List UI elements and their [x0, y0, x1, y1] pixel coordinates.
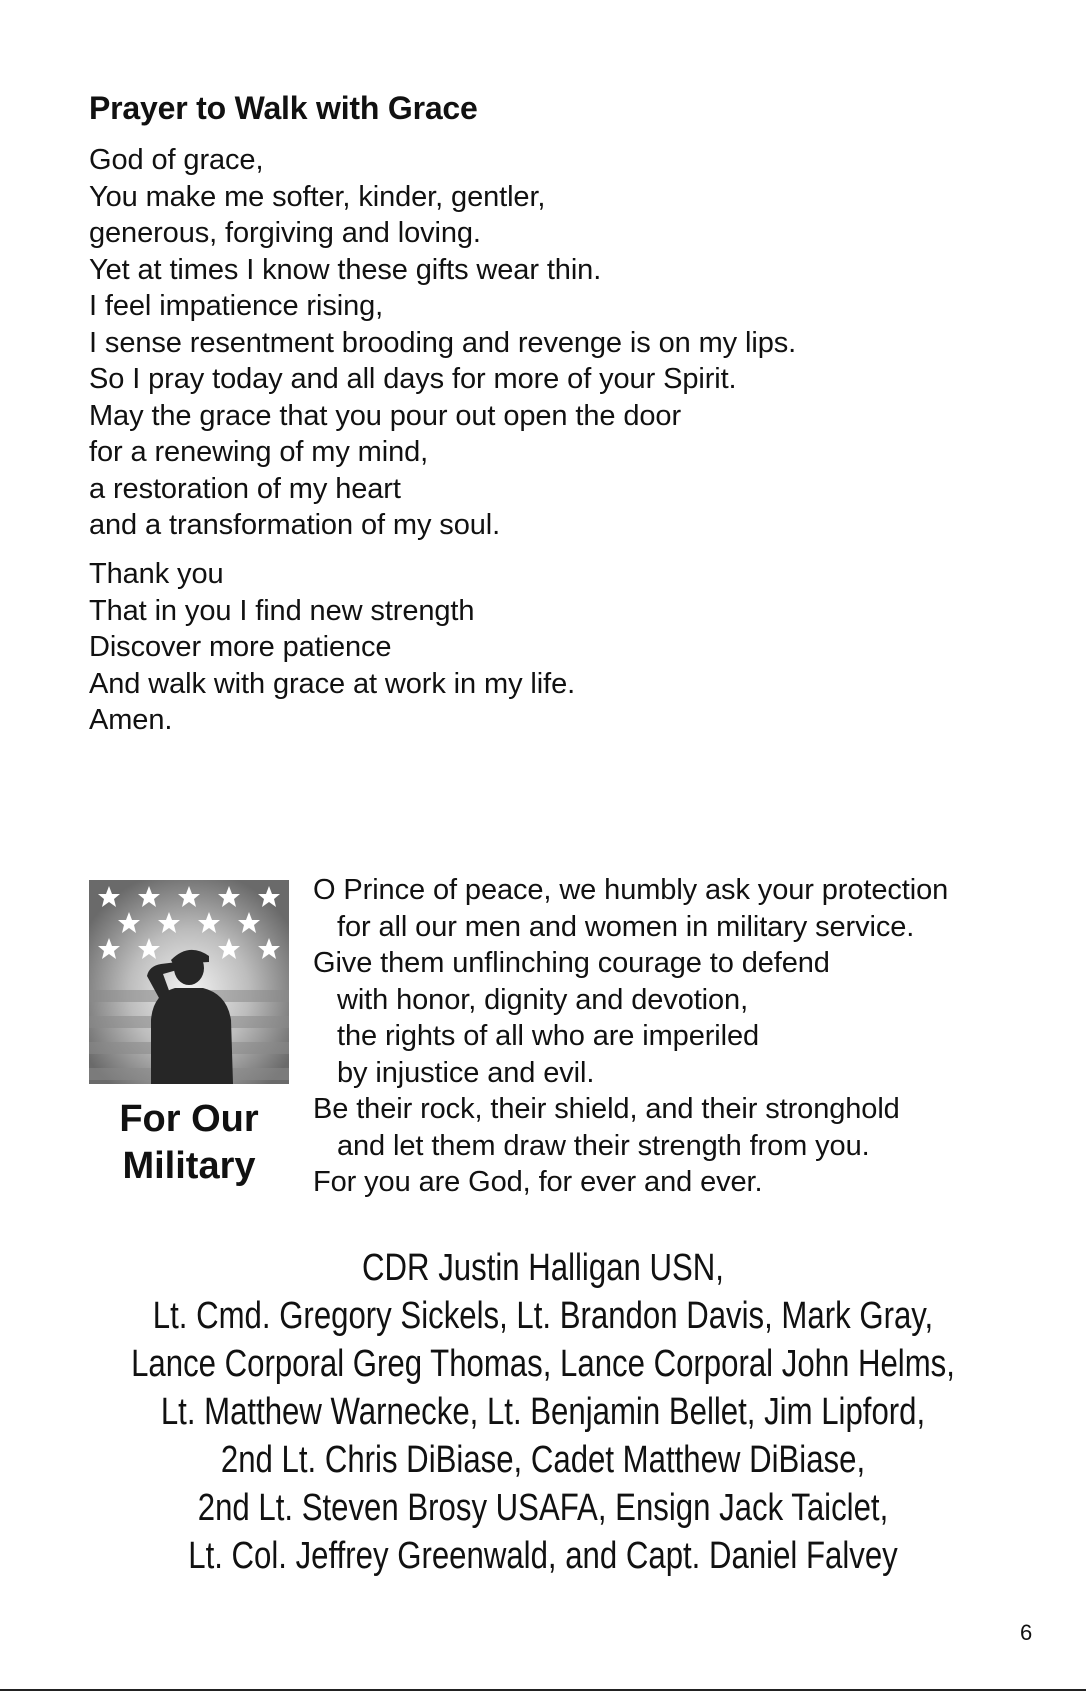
prayer-line: God of grace, [89, 144, 264, 176]
military-names-list [0, 1244, 1086, 1580]
caption-line: For Our [119, 1098, 259, 1140]
military-prayer-line: the rights of all who are imperiled [337, 1020, 760, 1052]
prayer-line: I sense resentment brooding and revenge is on my lips. [89, 326, 797, 359]
military-caption [89, 1096, 289, 1190]
military-prayer-line: For you are God, for ever and ever. [313, 1166, 763, 1198]
names-line: Lt. Cmd. Gregory Sickels, Lt. Brandon Davis, Mark Gray, [152, 1295, 934, 1337]
military-prayer-line: for all our men and women in military service. [337, 910, 915, 943]
prayer-stanza-2 [89, 556, 575, 739]
names-line: 2nd Lt. Chris DiBiase, Cadet Matthew DiBiase, [220, 1439, 866, 1481]
caption-line: Military [122, 1145, 256, 1187]
names-line: Lance Corporal Greg Thomas, Lance Corporal John Helms, [131, 1343, 955, 1385]
military-prayer-line: Be their rock, their shield, and their stronghold [313, 1093, 900, 1125]
military-prayer-line: by injustice and evil. [337, 1056, 595, 1089]
names-line: 2nd Lt. Steven Brosy USAFA, Ensign Jack Taiclet, [197, 1487, 889, 1529]
prayer-line: You make me softer, kinder, gentler, [89, 180, 546, 213]
prayer-line: Yet at times I know these gifts wear thin. [89, 253, 602, 286]
prayer-line: May the grace that you pour out open the door [89, 399, 682, 432]
prayer-line: and a transformation of my soul. [89, 509, 501, 541]
prayer-line: Discover more patience [89, 631, 392, 663]
military-prayer-line: with honor, dignity and devotion, [337, 983, 749, 1016]
military-prayer-line: and let them draw their strength from you. [337, 1129, 870, 1162]
bottom-rule [0, 1689, 1086, 1691]
prayer-line: And walk with grace at work in my life. [89, 667, 576, 700]
prayer-title: Prayer to Walk with Grace [89, 90, 478, 126]
prayer-stanza-1 [89, 142, 796, 544]
names-line: CDR Justin Halligan USN, [362, 1247, 724, 1289]
prayer-line: Thank you [89, 558, 224, 590]
prayer-line: for a renewing of my mind, [89, 436, 429, 468]
names-line: Lt. Col. Jeffrey Greenwald, and Capt. Daniel Falvey [188, 1535, 898, 1577]
prayer-line: generous, forgiving and loving. [89, 217, 481, 249]
prayer-line: Amen. [89, 704, 173, 736]
military-prayer-line: Give them unflinching courage to defend [313, 947, 830, 979]
prayer-line: That in you I find new strength [89, 594, 475, 627]
military-prayer-line: O Prince of peace, we humbly ask your protection [313, 874, 949, 906]
prayer-line: I feel impatience rising, [89, 290, 384, 322]
saluting-soldier-flag-icon [89, 880, 289, 1084]
prayer-line: So I pray today and all days for more of your Spirit. [89, 363, 737, 395]
names-line: Lt. Matthew Warnecke, Lt. Benjamin Bellet, Jim Lipford, [160, 1391, 926, 1433]
prayer-line: a restoration of my heart [89, 472, 401, 505]
military-prayer [313, 872, 948, 1201]
page-number: 6 [1020, 1620, 1033, 1645]
